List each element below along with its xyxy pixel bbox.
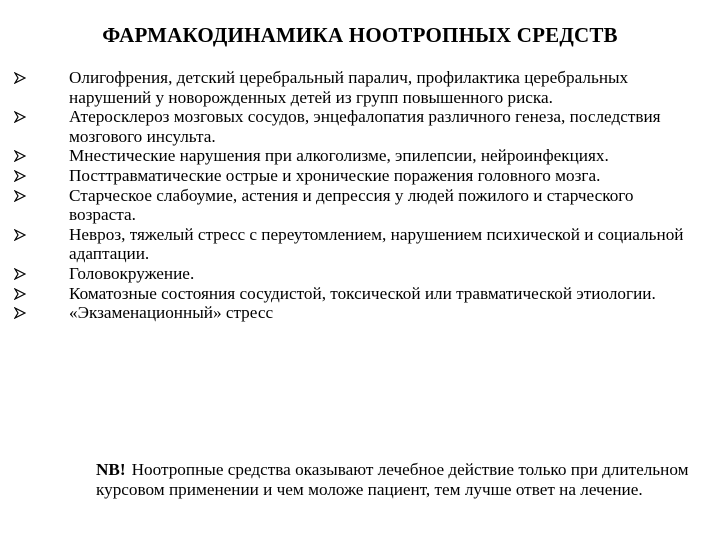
list-item-text: Невроз, тяжелый стресс с переутомлением, нарушением психической и социальной адаптации.	[69, 224, 684, 264]
list-item-text: Мнестические нарушения при алкоголизме, эпилепсии, нейроинфекциях.	[69, 146, 609, 166]
list-item	[14, 186, 694, 225]
list-item	[14, 166, 694, 186]
list-item	[14, 264, 694, 284]
arrowhead-bullet-icon	[14, 111, 26, 123]
bullet-list	[14, 68, 694, 323]
list-item-text: Атеросклероз мозговых сосудов, энцефалопатия различного генеза, последствия мозгового инсульта.	[69, 107, 661, 146]
nb-note	[70, 460, 690, 499]
list-item	[14, 146, 694, 166]
list-item-text: Коматозные состояния сосудистой, токсической или травматической этиологии.	[69, 283, 656, 303]
arrowhead-bullet-icon	[14, 229, 26, 241]
slide-title: ФАРМАКОДИНАМИКА НООТРОПНЫХ СРЕДСТВ	[102, 23, 618, 47]
list-item	[14, 68, 694, 107]
arrowhead-bullet-icon	[14, 72, 26, 84]
arrowhead-bullet-icon	[14, 288, 26, 300]
list-item-text: Олигофрения, детский церебральный паралич, профилактика церебральных нарушений у новорожденных детей из групп повышенного риска.	[69, 68, 629, 107]
list-item-text: «Экзаменационный» стресс	[69, 303, 274, 323]
list-item	[14, 284, 694, 304]
arrowhead-bullet-icon	[14, 268, 26, 280]
nb-label: NB!	[96, 460, 126, 479]
arrowhead-bullet-icon	[14, 307, 26, 319]
list-item	[14, 303, 694, 323]
arrowhead-bullet-icon	[14, 150, 26, 162]
list-item	[14, 225, 694, 264]
list-item-text: Головокружение.	[69, 263, 195, 283]
nb-text: Ноотропные средства оказывают лечебное действие только при длительном курсовом применении и чем моложе пациент, тем лучше ответ на лечение.	[96, 460, 689, 499]
list-item	[14, 107, 694, 146]
list-item-text: Старческое слабоумие, астения и депрессия у людей пожилого и старческого возраста.	[69, 185, 634, 225]
arrowhead-bullet-icon	[14, 170, 26, 182]
arrowhead-bullet-icon	[14, 190, 26, 202]
list-item-text: Посттравматические острые и хронические поражения головного мозга.	[69, 165, 601, 185]
